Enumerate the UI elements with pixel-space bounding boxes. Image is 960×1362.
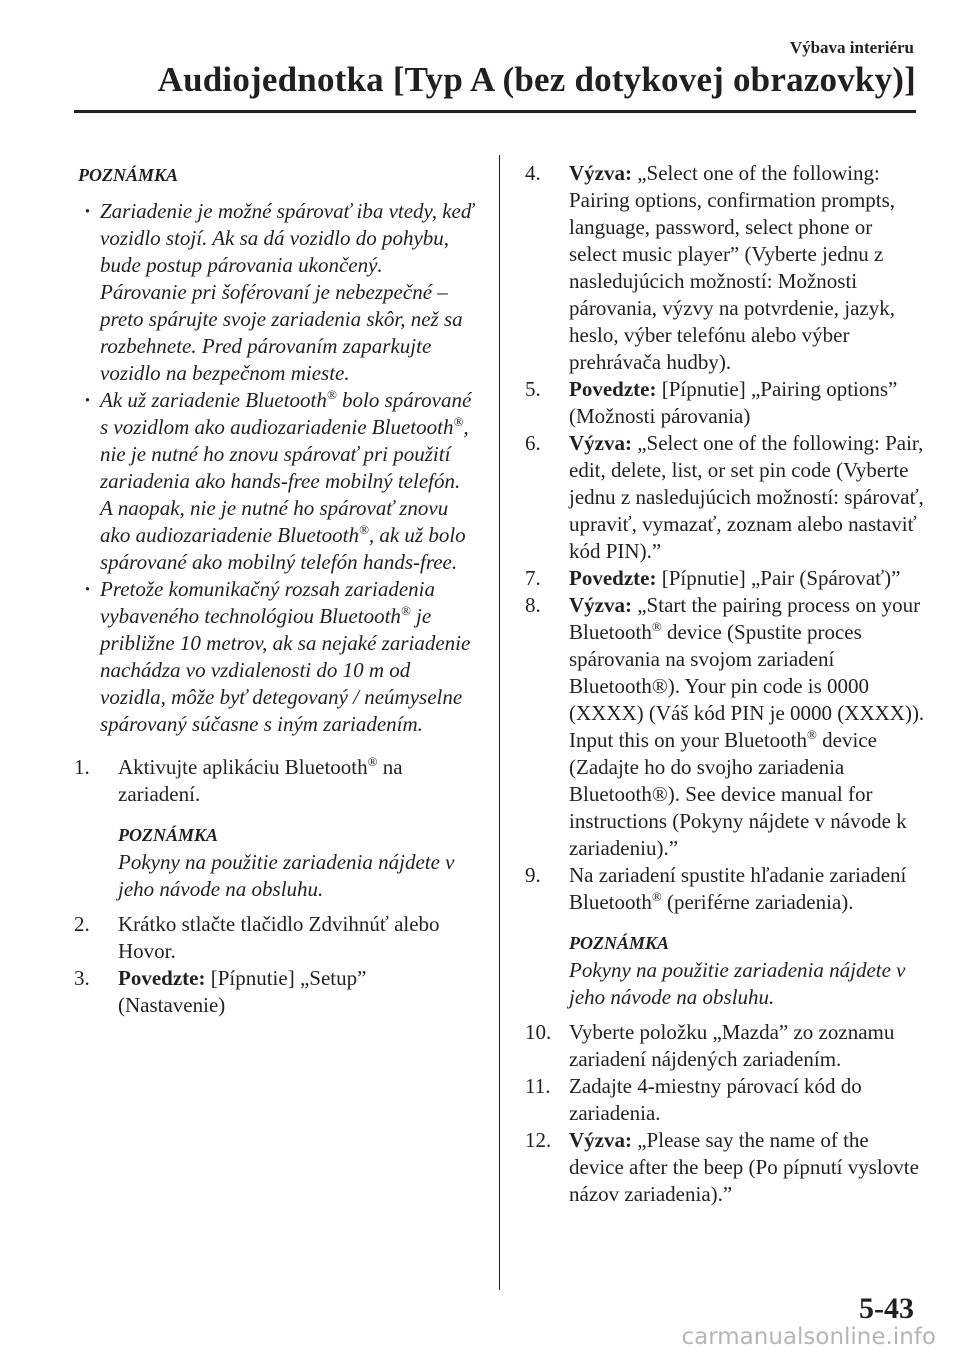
note-bullet-text: Pretože komunikačný rozsah zariadenia vybaveného technológiou Bluetooth® je približne 10 metrov, ak sa nejaké zariadenie nachádza vo vzdialenosti do 10 m od vozidla, môže byť detegovaný / neúmyselne spárovaný súčasne s iným zariadením.	[100, 577, 471, 736]
registered-mark: ®	[453, 414, 464, 429]
note-heading: POZNÁMKA	[118, 825, 219, 845]
note-heading: POZNÁMKA	[78, 165, 179, 185]
step-11: 11. Zadajte 4-miestny párovací kód do zariadenia.	[525, 1074, 862, 1125]
note-text: Pokyny na použitie zariadenia nájdete v jeho návode na obsluhu.	[569, 958, 906, 1009]
step-3: 3. Povedzte: [Pípnutie] „Setup” (Nastavenie)	[74, 966, 367, 1017]
step-1: 1. Aktivujte aplikáciu Bluetooth® na zariadení.	[74, 754, 403, 806]
step-12: 12. Výzva: „Please say the name of the device after the beep (Po pípnutí vyslovte názov zariadenia).”	[525, 1128, 919, 1206]
bullet-dot: ·	[84, 388, 92, 412]
step-note	[525, 930, 925, 1011]
note-heading: POZNÁMKA	[569, 933, 670, 953]
page-number: 5-43	[859, 1292, 914, 1325]
watermark: carmanualsonline.info	[681, 1324, 936, 1350]
note-text: Pokyny na použitie zariadenia nájdete v jeho návode na obsluhu.	[118, 850, 455, 901]
step-8: 8. Výzva: „Start the pairing process on your Bluetooth® device (Spustite proces spárovania na svojom zariadení Bluetooth®). Your pin code is 0000 (XXXX) (Váš kód PIN je 0000 (XXXX)). Input this on your Bluetooth® device (Zadajte ho do svojho zariadenia Bluetooth®). See device manual for instructions (Pokyny nájdete v návode k zariadeniu).”	[525, 593, 925, 860]
note-bullet-text: Zariadenie je možné spárovať iba vtedy, keď vozidlo stojí. Ak sa dá vozidlo do pohybu, bude postup párovania ukončený. Párovanie pri šoférovaní je nebezpečné – preto spárujte svoje zariadenia skôr, než sa rozbehnete. Pred párovaním zaparkujte vozidlo na bezpečnom mieste.	[100, 199, 474, 385]
note-bullet	[74, 576, 474, 738]
header-rule	[74, 110, 916, 113]
registered-mark: ®	[400, 603, 411, 618]
column-divider	[499, 155, 500, 1290]
registered-mark: ®	[651, 889, 662, 904]
registered-mark: ®	[326, 387, 337, 402]
step-10: 10. Vyberte položku „Mazda” zo zoznamu zariadení nájdených zariadením.	[525, 1020, 895, 1071]
registered-mark: ®	[367, 754, 378, 769]
step-7: 7. Povedzte: [Pípnutie] „Pair (Spárovať)”	[525, 566, 901, 590]
step-9: 9. Na zariadení spustite hľadanie zariadení Bluetooth® (periférne zariadenia).	[525, 863, 907, 914]
bullet-dot: ·	[84, 577, 92, 601]
left-column	[74, 160, 474, 1019]
registered-mark: ®	[807, 727, 817, 742]
step-4: 4. Výzva: „Select one of the following: Pairing options, confirmation prompts, language, password, select phone or select music player” (Vyberte jednu z nasledujúcich možností: Možnosti párovania, výzvy na potvrdenie, jazyk, heslo, výber telefónu alebo výber prehrávača hudby).	[525, 161, 896, 374]
right-column	[525, 160, 925, 1208]
note-bullet	[74, 198, 474, 387]
step-5: 5. Povedzte: [Pípnutie] „Pairing options” (Možnosti párovania)	[525, 377, 898, 428]
step-note	[74, 822, 474, 903]
note-bullet-text: Ak už zariadenie Bluetooth® bolo spárované s vozidlom ako audiozariadenie Bluetooth®, nie je nutné ho znovu spárovať pri použití zariadenia ako hands-free mobilný telefón. A naopak, nie je nutné ho spárovať znovu ako audiozariadenie Bluetooth®, ak už bolo spárované ako mobilný telefón hands-free.	[100, 387, 472, 574]
page-title: Audiojednotka [Typ A (bez dotykovej obrazovky)]	[157, 60, 916, 99]
registered-mark: ®	[651, 619, 662, 634]
registered-mark: ®	[358, 522, 369, 537]
step-6: 6. Výzva: „Select one of the following: Pair, edit, delete, list, or set pin code (Vyberte jednu z nasledujúcich možností: spárovať, upraviť, vymazať, zoznam alebo nastaviť kód PIN).”	[525, 431, 924, 563]
bullet-dot: ·	[84, 199, 92, 223]
note-bullet	[74, 387, 474, 576]
step-2: 2. Krátko stlačte tlačidlo Zdvihnúť alebo Hovor.	[74, 912, 440, 963]
section-label: Výbava interiéru	[789, 38, 914, 57]
